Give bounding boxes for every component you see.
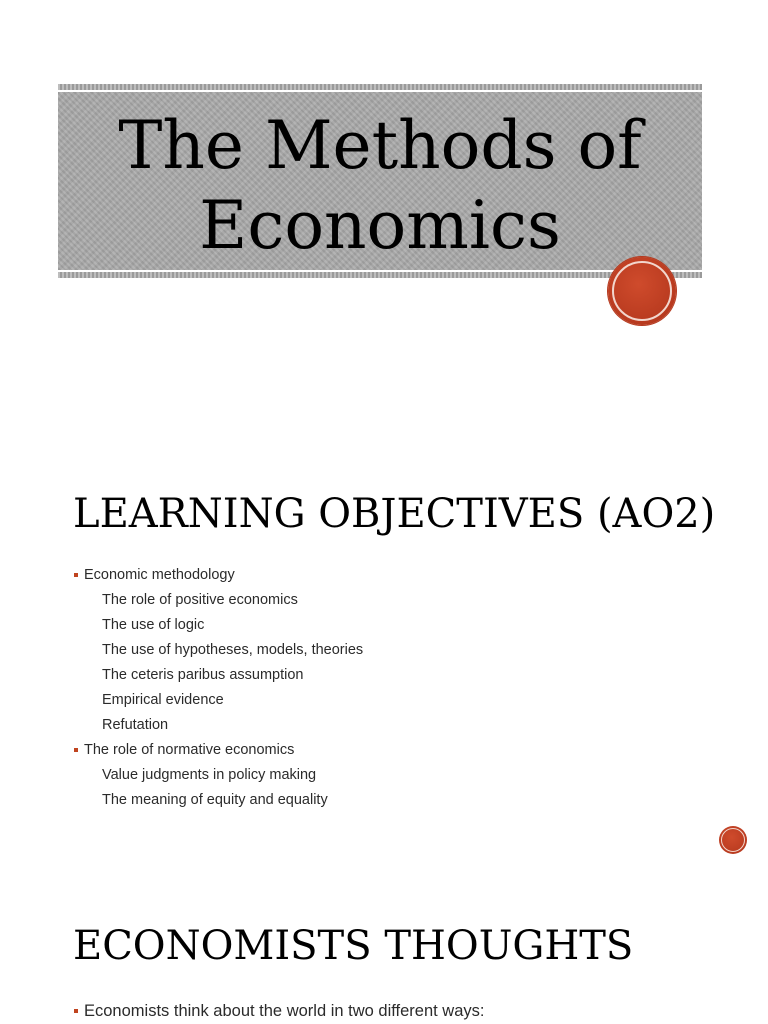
main-title-line-1: The Methods of	[118, 107, 642, 184]
bullet-icon	[74, 1009, 78, 1013]
objective-text: The ceteris paribus assumption	[102, 667, 304, 683]
objective-subitem	[74, 663, 363, 688]
objective-subitem	[74, 688, 363, 713]
title-banner	[58, 84, 702, 278]
main-title-line-2: Economics	[199, 187, 561, 264]
objective-item	[74, 563, 363, 588]
objective-subitem	[74, 588, 363, 613]
red-circle-icon	[608, 257, 676, 325]
objective-subitem	[74, 763, 363, 788]
objective-subitem	[74, 638, 363, 663]
objective-text: Value judgments in policy making	[102, 767, 317, 783]
objective-subitem	[74, 613, 363, 638]
bullet-icon	[74, 573, 78, 577]
objective-text: Refutation	[102, 717, 169, 733]
red-circle-icon	[719, 826, 747, 854]
thoughts-heading: ECONOMISTS THOUGHTS	[73, 923, 634, 969]
objective-text: The use of hypotheses, models, theories	[102, 642, 364, 658]
objective-text: The use of logic	[102, 617, 205, 633]
bullet-icon	[74, 748, 78, 752]
objective-text: The role of normative economics	[84, 742, 295, 758]
objectives-list	[74, 563, 363, 813]
banner-top-line	[58, 90, 702, 92]
objective-text: The meaning of equity and equality	[102, 792, 328, 808]
objective-item	[74, 738, 363, 763]
objective-subitem	[74, 788, 363, 813]
banner-bottom-edge	[58, 272, 702, 278]
objective-text: Economic methodology	[84, 567, 235, 583]
objective-text: Empirical evidence	[102, 692, 224, 708]
thoughts-list	[74, 998, 484, 1024]
main-title	[58, 106, 702, 266]
thought-text: Economists think about the world in two different ways:	[84, 1002, 485, 1020]
objective-text: The role of positive economics	[102, 592, 298, 608]
objective-subitem	[74, 713, 363, 738]
objectives-heading: LEARNING OBJECTIVES (AO2)	[73, 491, 716, 537]
thought-item	[74, 998, 484, 1024]
